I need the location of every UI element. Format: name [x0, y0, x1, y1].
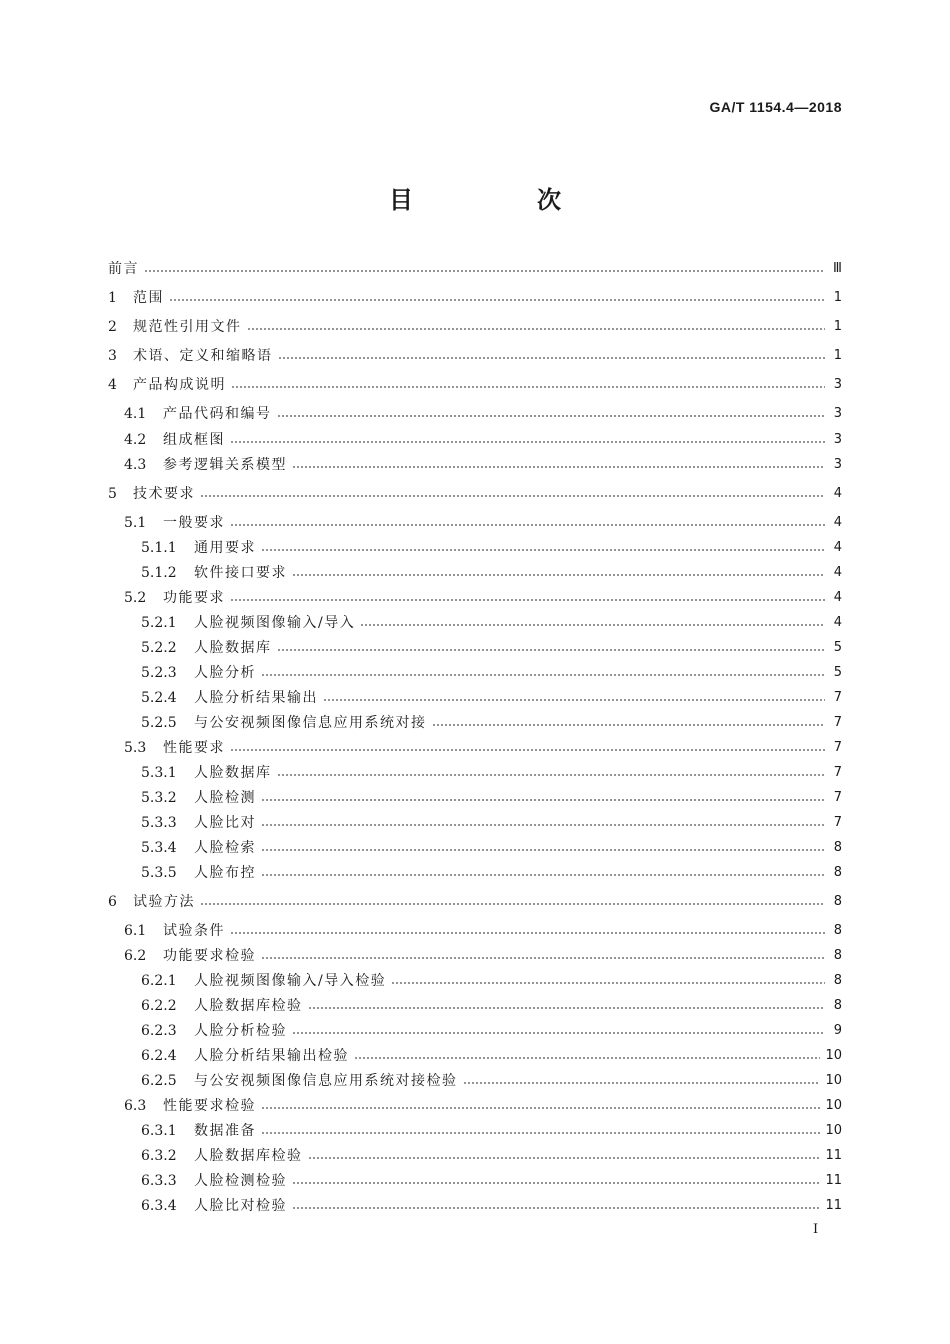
toc-dot-leader: [432, 713, 826, 733]
toc-dot-leader: [292, 1171, 820, 1191]
toc-entry[interactable]: [108, 288, 842, 308]
toc-entry-number: 5.3.1: [141, 765, 177, 781]
toc-entry-title: 通用要求: [194, 540, 256, 556]
toc-entry-page: 4: [833, 590, 842, 605]
toc-entry[interactable]: [141, 638, 842, 658]
toc-dot-leader: [277, 404, 826, 424]
toc-entry-number: 5.3: [124, 740, 147, 756]
toc-entry-page: 11: [825, 1148, 842, 1163]
toc-entry-title: 前言: [108, 261, 139, 277]
toc-entry-page: 5: [833, 665, 842, 680]
toc-entry-number: 4.3: [124, 457, 147, 473]
toc-dot-leader: [247, 317, 826, 337]
toc-entry-title: 技术要求: [133, 486, 195, 502]
toc-entry-title: 人脸分析: [194, 665, 256, 681]
toc-entry-title: 范围: [133, 290, 164, 306]
toc-entry[interactable]: [141, 971, 842, 991]
toc-entry-title: 人脸数据库检验: [194, 998, 303, 1014]
toc-dot-leader: [230, 738, 825, 758]
toc-entry-number: 5.3.5: [141, 865, 177, 881]
toc-dot-leader: [231, 375, 825, 395]
toc-entry-title: 参考逻辑关系模型: [163, 457, 287, 473]
toc-entry[interactable]: [141, 1196, 842, 1216]
toc-entry-title: 人脸视频图像输入/导入: [194, 615, 356, 631]
toc-entry-page: 4: [833, 515, 842, 530]
toc-entry-page: 7: [833, 690, 842, 705]
toc-entry-title: 功能要求检验: [163, 948, 256, 964]
toc-entry-page: 8: [833, 894, 842, 909]
toc-dot-leader: [230, 588, 825, 608]
toc-entry-number: 6.2.4: [141, 1048, 177, 1064]
toc-entry-title: 规范性引用文件: [133, 319, 242, 335]
toc-entry-number: 5.1.2: [141, 565, 177, 581]
toc-dot-leader: [261, 863, 825, 883]
toc-entry[interactable]: [108, 259, 842, 279]
toc-entry-number: 2: [108, 319, 117, 335]
toc-entry-number: 6.3.1: [141, 1123, 177, 1139]
toc-dot-leader: [391, 971, 825, 991]
toc-entry-page: 8: [833, 948, 842, 963]
toc-entry-page: Ⅲ: [833, 261, 842, 276]
toc-dot-leader: [144, 259, 825, 279]
toc-entry-number: 5.2: [124, 590, 147, 606]
toc-dot-leader: [308, 1146, 821, 1166]
toc-entry-number: 5.2.2: [141, 640, 177, 656]
toc-entry-page: 7: [833, 715, 842, 730]
toc-dot-leader: [230, 513, 825, 533]
toc-entry-title: 人脸布控: [194, 865, 256, 881]
toc-entry[interactable]: [141, 613, 842, 633]
toc-entry-page: 8: [833, 840, 842, 855]
toc-entry-page: 3: [833, 432, 842, 447]
toc-entry-number: 5.2.5: [141, 715, 177, 731]
toc-entry[interactable]: [141, 863, 842, 883]
toc-entry-title: 与公安视频图像信息应用系统对接: [194, 715, 427, 731]
page-number: I: [813, 1222, 819, 1237]
toc-entry[interactable]: [124, 513, 842, 533]
toc-entry-page: 3: [833, 406, 842, 421]
toc-entry-page: 4: [833, 615, 842, 630]
toc-entry-number: 5.2.4: [141, 690, 177, 706]
toc-entry[interactable]: [141, 838, 842, 858]
toc-entry[interactable]: [141, 1171, 842, 1191]
toc-entry-page: 10: [825, 1073, 842, 1088]
toc-dot-leader: [261, 538, 825, 558]
toc-dot-leader: [292, 1196, 820, 1216]
toc-dot-leader: [277, 638, 826, 658]
toc-dot-leader: [323, 688, 825, 708]
toc-dot-leader: [169, 288, 825, 308]
toc-dot-leader: [200, 484, 825, 504]
toc-entry[interactable]: [124, 430, 842, 450]
toc-entry-page: 3: [833, 457, 842, 472]
toc-entry[interactable]: [124, 1096, 842, 1116]
toc-dot-leader: [308, 996, 826, 1016]
toc-entry-number: 6.2.1: [141, 973, 177, 989]
toc-entry-page: 7: [833, 765, 842, 780]
toc-entry-title: 人脸比对检验: [194, 1198, 287, 1214]
toc-entry-page: 10: [825, 1048, 842, 1063]
toc-dot-leader: [292, 563, 825, 583]
toc-entry-title: 人脸数据库检验: [194, 1148, 303, 1164]
toc-dot-leader: [261, 1121, 820, 1141]
toc-entry-number: 6.3.2: [141, 1148, 177, 1164]
toc-entry-page: 10: [825, 1123, 842, 1138]
toc-entry-title: 数据准备: [194, 1123, 256, 1139]
toc-entry[interactable]: [124, 946, 842, 966]
toc-entry-title: 人脸分析结果输出: [194, 690, 318, 706]
toc-entry[interactable]: [124, 404, 842, 424]
toc-entry-page: 8: [833, 865, 842, 880]
toc-entry-page: 11: [825, 1198, 842, 1213]
toc-entry-number: 6.2.3: [141, 1023, 177, 1039]
document-code: GA/T 1154.4—2018: [709, 99, 842, 115]
toc-entry[interactable]: [141, 563, 842, 583]
toc-entry[interactable]: [141, 663, 842, 683]
toc-entry-number: 6.2: [124, 948, 147, 964]
toc-entry[interactable]: [108, 317, 842, 337]
toc-entry-page: 4: [833, 540, 842, 555]
toc-entry-page: 3: [833, 377, 842, 392]
toc-entry-title: 试验条件: [163, 923, 225, 939]
toc-entry[interactable]: [141, 813, 842, 833]
toc-entry-number: 6.3.3: [141, 1173, 177, 1189]
toc-entry[interactable]: [141, 1071, 842, 1091]
toc-entry-page: 4: [833, 486, 842, 501]
toc-dot-leader: [360, 613, 825, 633]
toc-entry[interactable]: [108, 375, 842, 395]
toc-entry-number: 6: [108, 894, 117, 910]
toc-entry[interactable]: [108, 892, 842, 912]
toc-entry-title: 人脸检索: [194, 840, 256, 856]
toc-entry[interactable]: [124, 921, 842, 941]
toc-entry-number: 3: [108, 348, 117, 364]
toc-entry-title: 软件接口要求: [194, 565, 287, 581]
toc-entry-title: 产品构成说明: [133, 377, 226, 393]
toc-entry-page: 11: [825, 1173, 842, 1188]
page-title: 目 次: [389, 186, 611, 214]
toc-entry[interactable]: [141, 1121, 842, 1141]
toc-entry-title: 产品代码和编号: [163, 406, 272, 422]
toc-entry[interactable]: [141, 713, 842, 733]
toc-entry-page: 8: [833, 973, 842, 988]
toc-entry[interactable]: [141, 788, 842, 808]
toc-entry[interactable]: [124, 738, 842, 758]
toc-entry-title: 性能要求: [163, 740, 225, 756]
toc-entry-title: 人脸分析结果输出检验: [194, 1048, 349, 1064]
toc-entry-number: 6.1: [124, 923, 147, 939]
toc-entry[interactable]: [108, 346, 842, 366]
toc-entry-page: 10: [825, 1098, 842, 1113]
toc-entry-page: 7: [833, 740, 842, 755]
toc-dot-leader: [278, 346, 826, 366]
toc-dot-leader: [261, 1096, 820, 1116]
toc-entry-number: 5.3.4: [141, 840, 177, 856]
toc-dot-leader: [230, 921, 825, 941]
toc-entry-page: 1: [833, 290, 842, 305]
toc-entry[interactable]: [141, 1046, 842, 1066]
toc-entry-page: 9: [833, 1023, 842, 1038]
toc-entry[interactable]: [141, 1021, 842, 1041]
toc-dot-leader: [230, 430, 825, 450]
toc-dot-leader: [261, 663, 825, 683]
toc-entry-number: 6.3.4: [141, 1198, 177, 1214]
toc-entry[interactable]: [141, 763, 842, 783]
toc-entry-page: 8: [833, 998, 842, 1013]
toc-entry-number: 4.2: [124, 432, 147, 448]
toc-entry-page: 5: [833, 640, 842, 655]
toc-entry[interactable]: [124, 588, 842, 608]
toc-entry-title: 人脸比对: [194, 815, 256, 831]
toc-entry-number: 5.3.2: [141, 790, 177, 806]
toc-entry-number: 5.1.1: [141, 540, 177, 556]
toc-entry-page: 1: [833, 348, 842, 363]
toc-dot-leader: [277, 763, 826, 783]
toc-dot-leader: [292, 1021, 825, 1041]
toc-entry-page: 1: [833, 319, 842, 334]
toc-entry-title: 人脸视频图像输入/导入检验: [194, 973, 387, 989]
toc-entry-title: 术语、定义和缩略语: [133, 348, 273, 364]
toc-entry-number: 4: [108, 377, 117, 393]
toc-entry-title: 组成框图: [163, 432, 225, 448]
toc-entry-number: 6.2.2: [141, 998, 177, 1014]
toc-dot-leader: [354, 1046, 820, 1066]
toc-entry-page: 8: [833, 923, 842, 938]
toc-dot-leader: [261, 838, 825, 858]
toc-entry-number: 6.2.5: [141, 1073, 177, 1089]
toc-entry-title: 人脸检测: [194, 790, 256, 806]
toc-dot-leader: [261, 788, 825, 808]
toc-entry-title: 人脸数据库: [194, 640, 272, 656]
toc-entry-title: 性能要求检验: [163, 1098, 256, 1114]
toc-entry-number: 5.1: [124, 515, 147, 531]
toc-dot-leader: [292, 455, 825, 475]
toc-dot-leader: [261, 946, 825, 966]
toc-entry-title: 试验方法: [133, 894, 195, 910]
toc-entry-number: 4.1: [124, 406, 147, 422]
toc-entry[interactable]: [141, 688, 842, 708]
toc-entry-number: 5.2.1: [141, 615, 177, 631]
toc-dot-leader: [261, 813, 825, 833]
toc-entry-number: 5.2.3: [141, 665, 177, 681]
toc-entry-page: 7: [833, 815, 842, 830]
toc-entry-number: 1: [108, 290, 117, 306]
toc-entry[interactable]: [141, 1146, 842, 1166]
toc-entry-title: 人脸检测检验: [194, 1173, 287, 1189]
toc-entry-title: 人脸分析检验: [194, 1023, 287, 1039]
toc-entry[interactable]: [141, 996, 842, 1016]
toc-entry-page: 7: [833, 790, 842, 805]
toc-entry[interactable]: [124, 455, 842, 475]
toc-entry[interactable]: [141, 538, 842, 558]
toc-dot-leader: [463, 1071, 821, 1091]
toc-entry-page: 4: [833, 565, 842, 580]
toc-entry[interactable]: [108, 484, 842, 504]
toc-dot-leader: [200, 892, 825, 912]
toc-entry-number: 6.3: [124, 1098, 147, 1114]
toc-entry-number: 5: [108, 486, 117, 502]
toc-entry-title: 一般要求: [163, 515, 225, 531]
toc-entry-title: 与公安视频图像信息应用系统对接检验: [194, 1073, 458, 1089]
toc-entry-title: 人脸数据库: [194, 765, 272, 781]
toc-entry-number: 5.3.3: [141, 815, 177, 831]
toc-entry-title: 功能要求: [163, 590, 225, 606]
